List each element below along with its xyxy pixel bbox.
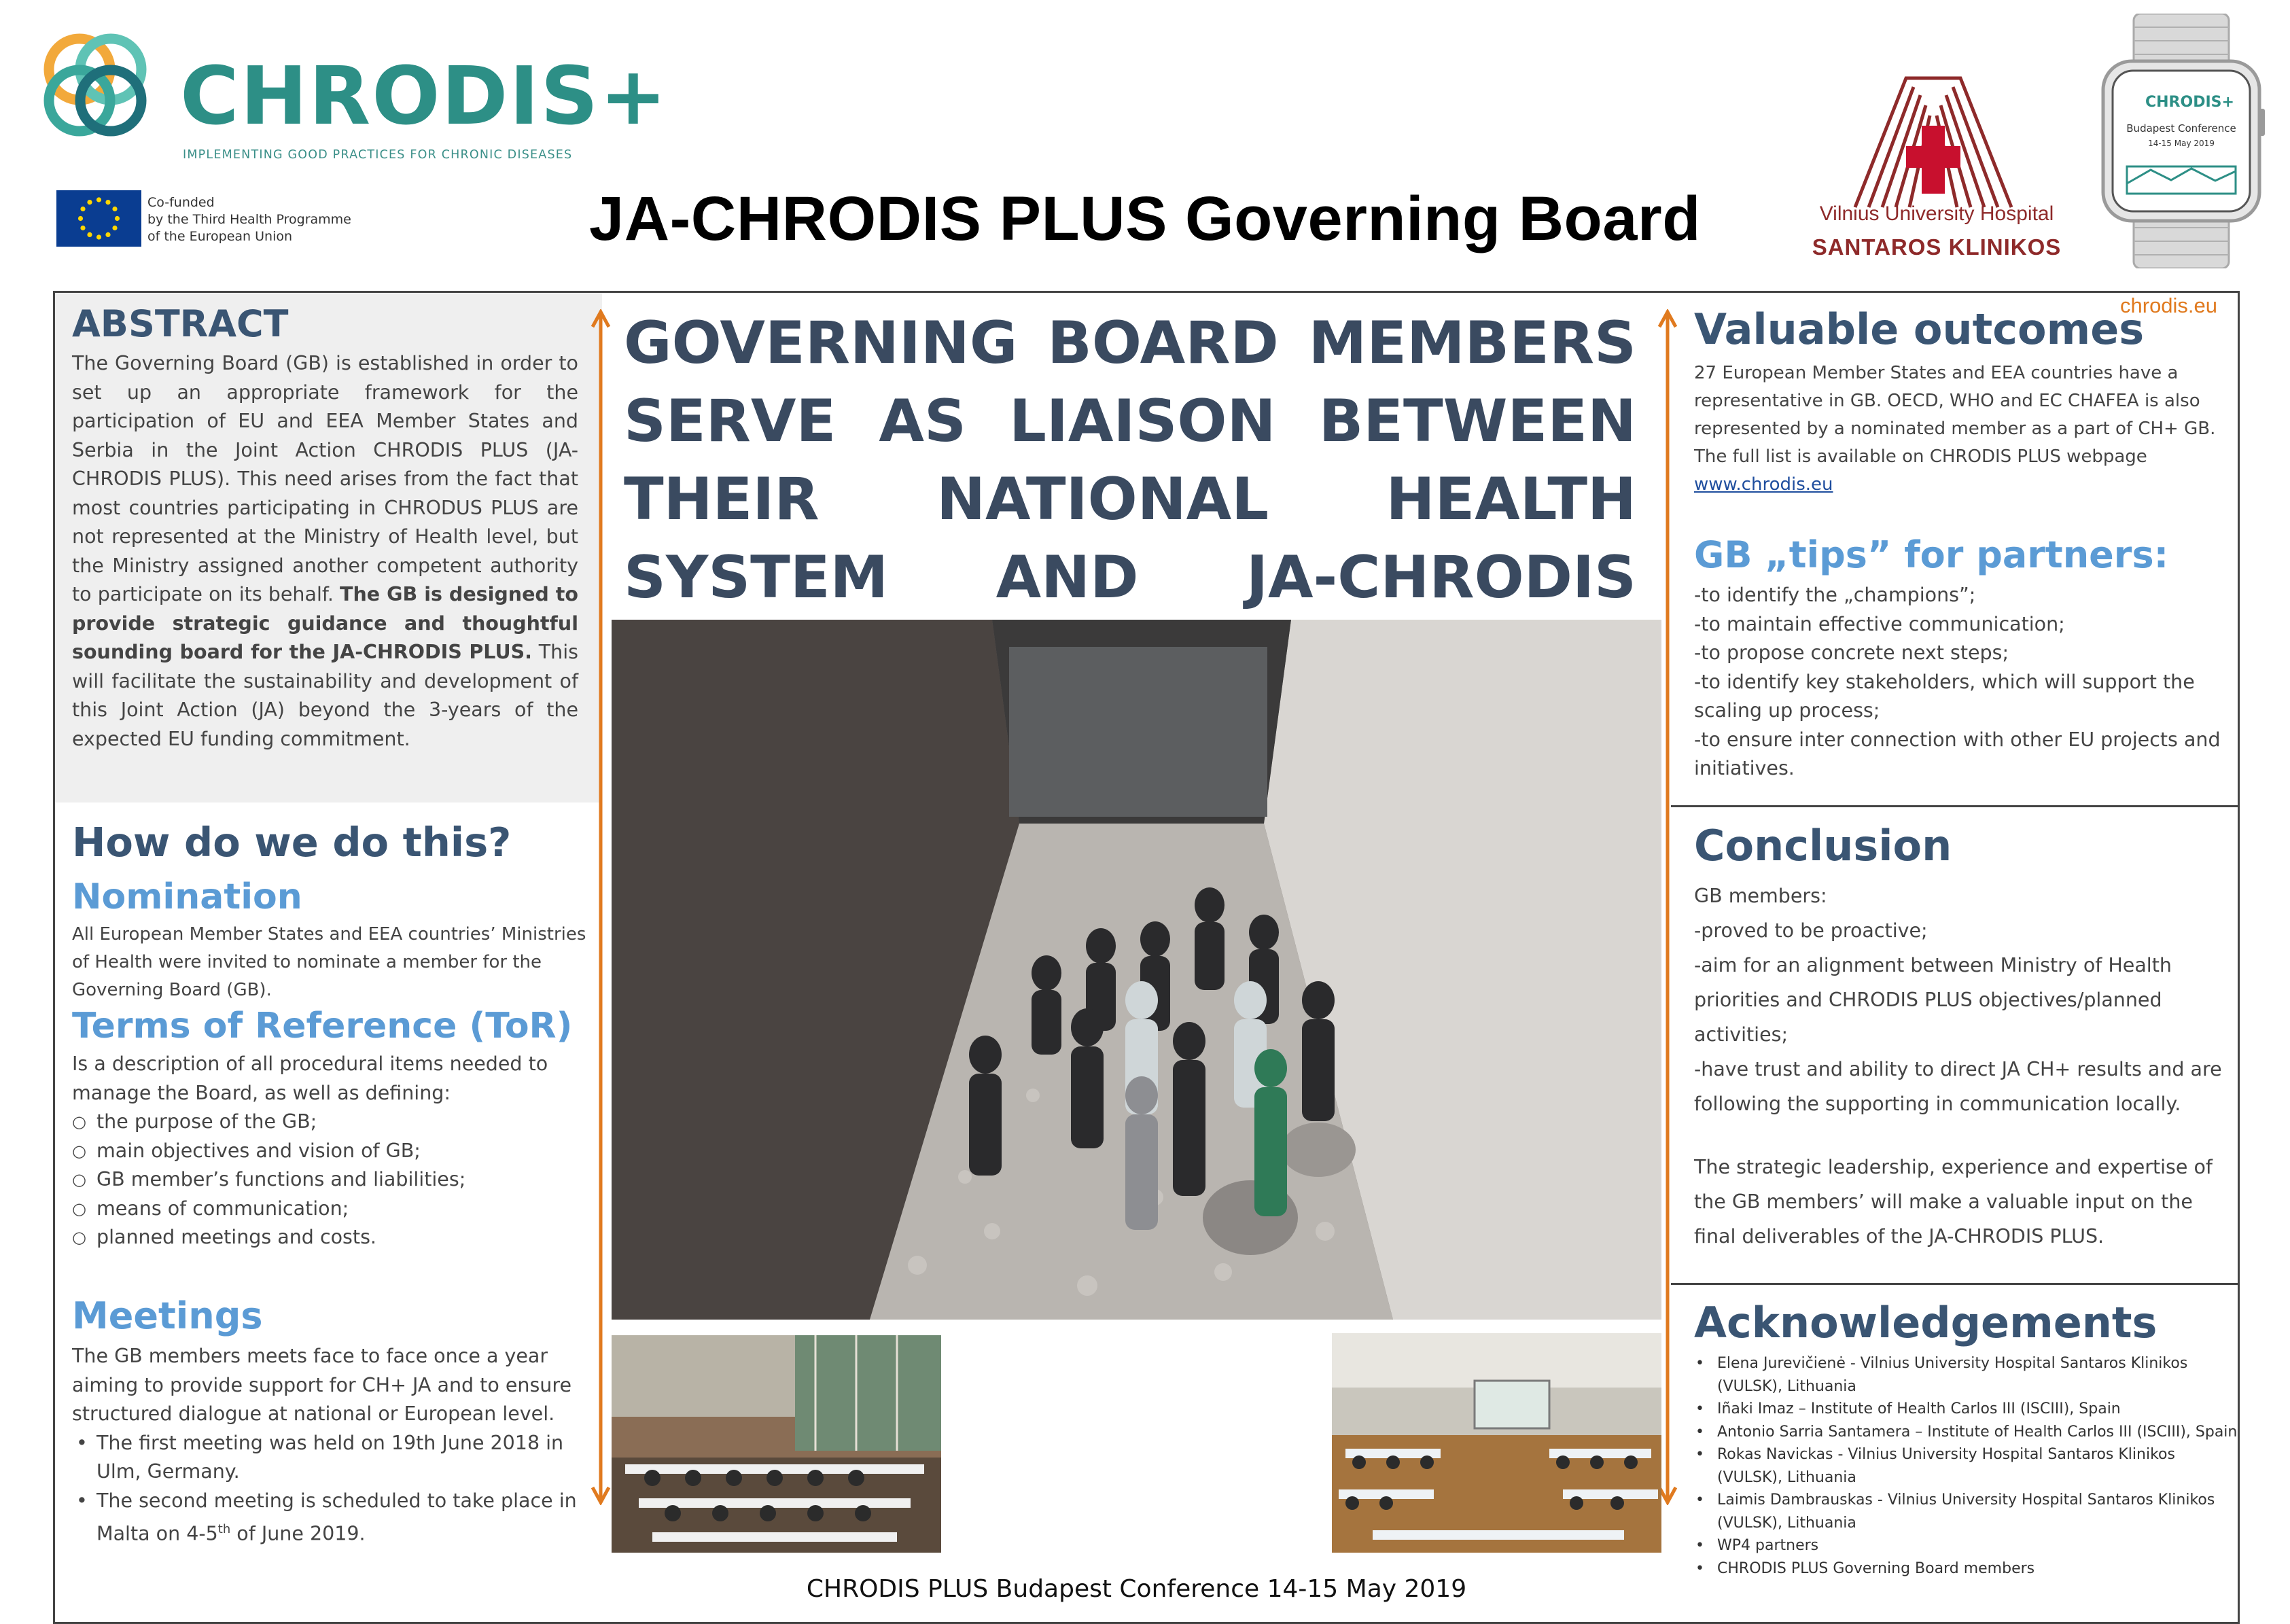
tor-heading: Terms of Reference (ToR)	[72, 1006, 573, 1046]
eu-cofunded-text: Co-funded by the Third Health Programme of the European Union	[147, 195, 351, 244]
left-double-arrow-icon	[587, 309, 614, 1505]
conclusion-closing: The strategic leadership, experience and expertise of the GB members’ will make a valuable input on the final deliverables of the JA-CHRODIS PLUS.	[1694, 1156, 2213, 1248]
conference-footer: CHRODIS PLUS Budapest Conference 14-15 May 2019	[806, 1575, 1467, 1603]
list-item: GB members:	[1694, 885, 1827, 907]
tips-heading: GB „tips” for partners:	[1694, 533, 2169, 576]
list-item: • The first meeting was held on 19th June 2018 in Ulm, Germany.	[72, 1429, 588, 1487]
tor-list	[72, 1108, 588, 1252]
list-item: -to propose concrete next steps;	[1694, 641, 2009, 664]
group-photo	[612, 620, 1661, 1320]
hospital-subname: SANTAROS KLINIKOS	[1812, 234, 2062, 260]
list-item: • Iñaki Imaz – Institute of Health Carlos III (ISCIII), Spain	[1694, 1398, 2238, 1421]
list-item: • CHRODIS PLUS Governing Board members	[1694, 1557, 2238, 1581]
meetings-heading: Meetings	[72, 1294, 263, 1337]
tor-body	[72, 1050, 588, 1252]
list-item: • WP4 partners	[1694, 1534, 2238, 1557]
nomination-heading: Nomination	[72, 877, 302, 917]
list-item: ○ main objectives and vision of GB;	[72, 1137, 588, 1166]
acknowledgements-list	[1694, 1352, 2238, 1580]
site-link[interactable]: chrodis.eu	[2120, 294, 2218, 317]
list-item: ○ means of communication;	[72, 1195, 588, 1224]
hospital-name: Vilnius University Hospital	[1819, 202, 2054, 225]
conclusion-body	[1694, 879, 2238, 1254]
outcomes-heading: Valuable outcomes	[1694, 304, 2145, 354]
vilnius-hospital-logo-icon	[1842, 75, 2025, 211]
tor-text: Is a description of all procedural items needed to manage the Board, as well as defining:	[72, 1053, 548, 1104]
brand-name: CHRODIS+	[180, 49, 669, 143]
meetings-text: The GB members meets face to face once a year aiming to provide support for CH+ JA and to ensure structured dialogue at national or European level.	[72, 1345, 571, 1425]
key-statement: GOVERNING BOARD MEMBERS SERVE AS LIAISON BETWEEN THEIR NATIONAL HEALTH SYSTEM AND JA-CHRODIS	[624, 309, 1636, 612]
list-item: -to maintain effective communication;	[1694, 612, 2065, 635]
outcomes-text: 27 European Member States and EEA countries have a representative in GB. OECD, WHO and EC CHAFEA is also represented by a nominated member as a part of CH+ GB. The full list is available on CHRODIS PLUS webpage www.chrodis.eu	[1694, 363, 2216, 495]
list-item: -to identify key stakeholders, which will support the scaling up process;	[1694, 670, 2195, 722]
smartwatch-illustration	[2096, 14, 2266, 268]
list-item: ○ planned meetings and costs.	[72, 1223, 588, 1252]
list-item: ○ the purpose of the GB;	[72, 1108, 588, 1137]
chrodis-website-link[interactable]: www.chrodis.eu	[1694, 474, 1833, 495]
tips-list	[1694, 581, 2238, 783]
meeting-photo-1	[612, 1335, 941, 1553]
brand-tagline: IMPLEMENTING GOOD PRACTICES FOR CHRONIC DISEASES	[183, 148, 573, 162]
list-item: • Rokas Navickas - Vilnius University Hospital Santaros Klinikos (VULSK), Lithuania	[1694, 1443, 2238, 1489]
list-item: -to ensure inter connection with other EU projects and initiatives.	[1694, 728, 2221, 779]
meeting-photo-2	[1332, 1333, 1661, 1553]
abstract-bold-text: The GB is designed to provide strategic guidance and thoughtful sounding board for the JA-CHRODIS PLUS.	[72, 583, 579, 663]
list-item: • Elena Jurevičienė - Vilnius University Hospital Santaros Klinikos (VULSK), Lithuania	[1694, 1352, 2238, 1398]
meetings-body	[72, 1342, 588, 1549]
watch-brand: CHRODIS+	[2145, 94, 2234, 111]
list-item: -aim for an alignment between Ministry of Health priorities and CHRODIS PLUS objectives/planned activities;	[1694, 954, 2172, 1046]
list-item: -to identify the „champions”;	[1694, 584, 1976, 606]
divider	[1671, 805, 2240, 807]
watch-line2: 14-15 May 2019	[2148, 139, 2215, 148]
acknowledgements-heading: Acknowledgements	[1694, 1298, 2157, 1347]
list-item: • Antonio Sarria Santamera – Institute of Health Carlos III (ISCIII), Spain	[1694, 1421, 2238, 1444]
page-title: JA-CHRODIS PLUS Governing Board	[589, 184, 1701, 253]
list-item: • The second meeting is scheduled to take place in Malta on 4-5th of June 2019.	[72, 1487, 588, 1549]
list-item: ○ GB member’s functions and liabilities;	[72, 1165, 588, 1195]
chrodis-rings-icon	[37, 27, 153, 156]
abstract-heading: ABSTRACT	[72, 302, 289, 345]
abstract-text: The Governing Board (GB) is established in order to set up an appropriate framework for the participation of EU and EEA Member States and Serbia in the Joint Action CHRODIS PLUS (JA-CHRODIS PLUS). This need arises from the fact that most countries participating in CHRODUS PLUS are not represented at the Ministry of Health level, but the Ministry assigned another competent authority to participate on its behalf. The GB is designed to provide strategic guidance and thoughtful sounding board for the JA-CHRODIS PLUS. This will facilitate the sustainability and development of this Joint Action (JA) beyond the 3-years of the expected EU funding commitment.	[72, 352, 579, 750]
list-item: -have trust and ability to direct JA CH+ results and are following the supporting in communication locally.	[1694, 1058, 2222, 1115]
list-item: • Laimis Dambrauskas - Vilnius University Hospital Santaros Klinikos (VULSK), Lithuania	[1694, 1489, 2238, 1534]
list-item: -proved to be proactive;	[1694, 919, 1928, 942]
how-heading: How do we do this?	[72, 819, 512, 866]
chrodis-logo	[37, 27, 669, 163]
conclusion-heading: Conclusion	[1694, 821, 1952, 870]
watch-line1: Budapest Conference	[2126, 122, 2236, 135]
nomination-text: All European Member States and EEA countries’ Ministries of Health were invited to nominate a member for the Governing Board (GB).	[72, 924, 586, 1000]
divider	[1671, 1283, 2240, 1285]
meetings-list	[72, 1429, 588, 1549]
